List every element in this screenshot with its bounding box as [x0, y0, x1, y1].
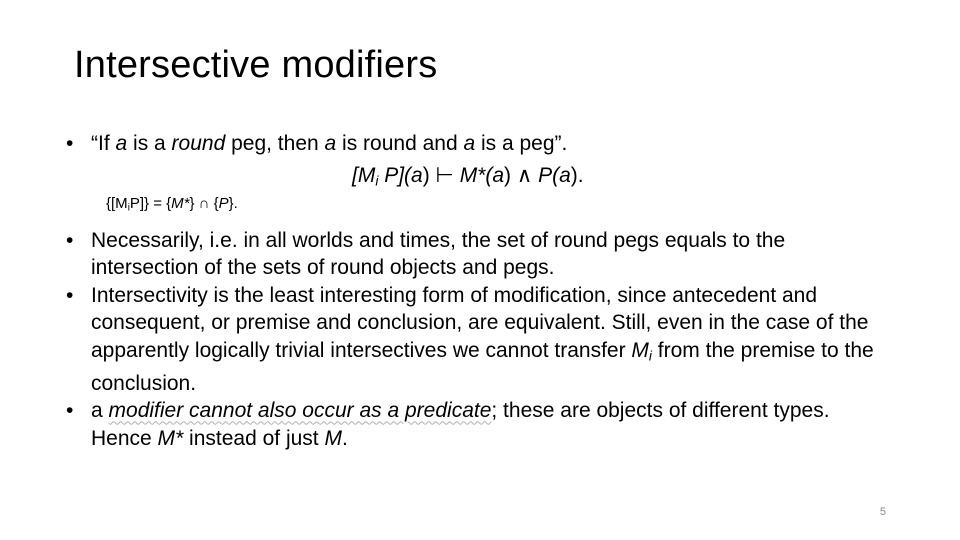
- text-run: is a peg”.: [475, 132, 568, 155]
- bullet-marker: •: [66, 399, 74, 423]
- text-run: M*: [157, 426, 184, 450]
- bullet-marker: •: [66, 132, 74, 155]
- slide-title: Intersective modifiers: [74, 44, 438, 86]
- bullet-intersectivity: [66, 282, 896, 397]
- formula-run: a: [492, 163, 505, 187]
- formula-run: M*: [171, 195, 190, 213]
- formula-run: }.: [228, 195, 238, 213]
- page-number: 5: [879, 506, 886, 518]
- text-subscript: i: [648, 348, 652, 364]
- text-run: “If: [91, 132, 116, 155]
- formula-run: a: [411, 163, 423, 187]
- formula-run: ) ⊢: [422, 163, 460, 187]
- formula-subscript: i: [375, 172, 379, 188]
- bullet-marker: •: [66, 228, 74, 252]
- formula-run: P(: [538, 163, 560, 187]
- formula-run: P](: [378, 163, 412, 187]
- text-run: is a: [127, 132, 172, 155]
- text-run: from the premise to the conclusion.: [91, 338, 874, 395]
- text-run: modifier cannot also occur as a predicate: [108, 399, 492, 423]
- bullet-text: [91, 132, 567, 155]
- formula-run: ).: [570, 163, 584, 187]
- text-run: M: [631, 338, 649, 362]
- bullet-necessarily: [66, 227, 896, 282]
- formula-set-intersection: [66, 194, 896, 218]
- text-run: instead of just: [183, 426, 325, 450]
- bullet-text: [91, 284, 874, 395]
- text-run: Intersectivity is the least interesting form of modification, since antecedent and consequent, or premise and conclusion, are equivalent. Still, even in the case of the apparently logically trivial intersectives we cannot transfer: [91, 283, 869, 362]
- bullet-marker: •: [66, 283, 74, 307]
- text-run: round: [171, 132, 226, 155]
- text-run: a: [115, 132, 128, 155]
- text-run: M: [324, 426, 342, 450]
- formula-run: P]} = {: [129, 195, 172, 213]
- text-run: ; these are objects of different types. Hence: [91, 399, 830, 450]
- text-run: a: [463, 132, 476, 155]
- formula-run: M*(: [459, 163, 493, 187]
- text-run: is round and: [336, 132, 464, 155]
- bullet-modifier-predicate: [66, 397, 896, 452]
- formula-run: ) ∧: [504, 163, 539, 187]
- formula-run: a: [559, 163, 571, 187]
- formula-run: [M: [352, 163, 376, 187]
- text-run: .: [341, 426, 348, 450]
- text-run: a: [324, 132, 337, 155]
- slide-body: [66, 130, 896, 452]
- bullet-round-peg: [66, 130, 896, 158]
- text-run: peg, then: [225, 132, 325, 155]
- bullet-text: [91, 399, 830, 450]
- formula-run: } ∩ {: [189, 195, 219, 213]
- text-run: a: [91, 399, 109, 423]
- formula-subscript: i: [127, 202, 130, 214]
- formula-run: {[M: [106, 195, 128, 213]
- bullet-text: Necessarily, i.e. in all worlds and times, the set of round pegs equals to the intersection of the sets of round objects and pegs.: [91, 228, 786, 280]
- formula-run: P: [218, 195, 229, 213]
- formula-entailment: [66, 162, 896, 195]
